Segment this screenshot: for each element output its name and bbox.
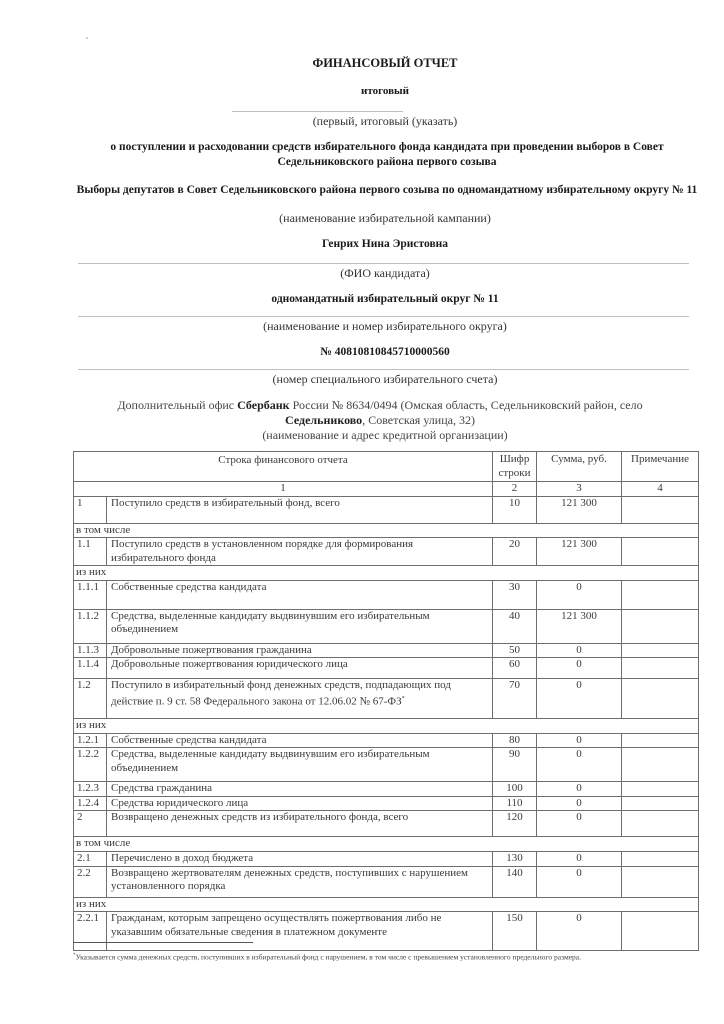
row-number: 1.1 [74,538,107,566]
table-row [74,658,699,679]
row-sum: 0 [537,580,622,609]
row-label-text: Поступило средств в установленном порядке для формирования избирательного фонда [111,538,414,564]
row-code: 110 [493,796,537,811]
row-label-text: Собственные средства кандидата [111,733,267,746]
account-underline [78,369,689,370]
row-label [107,658,493,679]
row-sum: 0 [537,748,622,782]
row-label-text: Средства юридического лица [111,796,249,809]
section-label: из них [74,566,699,581]
column-number-1: 1 [74,482,493,497]
row-label-text: Гражданам, которым запрещено осуществлять пожертвования либо не указавшим обязательные сведения в платежном документе [111,912,442,938]
row-note [622,733,699,748]
row-sum: 0 [537,782,622,797]
campaign-caption: (наименование избирательной кампании) [279,211,491,225]
row-sum: 0 [537,851,622,866]
row-code: 100 [493,782,537,797]
column-numbers-row [74,482,699,497]
district-caption: (наименование и номер избирательного округа) [263,319,507,333]
row-label-text: Добровольные пожертвования юридического лица [111,658,348,670]
row-label-text: Поступило в избирательный фонд денежных средств, подпадающих под действие п. 9 ст. 58 Федерального закона от 12.06.02 № 67-ФЗ [111,679,451,708]
row-number: 2.1 [74,851,107,866]
row-number: 1.2.4 [74,796,107,811]
row-label [107,643,493,658]
row-sum: 121 300 [537,538,622,566]
header-note: Примечание [622,452,699,482]
bank-address [110,398,650,428]
row-code: 60 [493,658,537,679]
bank-name: Сбербанк [237,398,290,412]
row-sum: 0 [537,733,622,748]
row-label [107,796,493,811]
row-sum: 0 [537,866,622,897]
section-row [74,523,699,538]
row-note [622,538,699,566]
table-row [74,851,699,866]
section-label: из них [74,897,699,912]
row-label-text: Средства гражданина [111,782,213,794]
section-row [74,566,699,581]
bank-village: Седельниково [285,413,363,427]
row-label [107,679,493,719]
bank-caption: (наименование и адрес кредитной организации) [262,428,508,442]
row-note [622,782,699,797]
section-row [74,837,699,852]
row-note [622,912,699,951]
row-code: 50 [493,643,537,658]
row-label-text: Перечислено в доход бюджета [111,851,254,864]
bank-address-middle: России № 8634/0494 (Омская область, Седельниковский район, село [289,398,643,412]
footnote-ref-marker: * [401,695,405,702]
header-code: Шифр строки [493,452,537,482]
row-number: 1.2 [74,679,107,719]
section-row [74,897,699,912]
table-header-row [74,452,699,482]
row-code: 150 [493,912,537,951]
row-sum: 121 300 [537,609,622,643]
table-row [74,866,699,897]
row-code: 10 [493,496,537,523]
row-code: 120 [493,811,537,837]
row-label [107,782,493,797]
row-label [107,580,493,609]
header-sum: Сумма, руб. [537,452,622,482]
row-note [622,580,699,609]
table-row [74,538,699,566]
row-code: 20 [493,538,537,566]
footnote-marker: * [73,953,76,958]
footnote [73,950,703,963]
row-code: 80 [493,733,537,748]
row-number: 1 [74,496,107,523]
campaign-name: Выборы депутатов в Совет Седельниковского района первого созыва по одномандатному избирательному округу № 11 [76,184,698,196]
row-label-text: Добровольные пожертвования гражданина [111,643,312,656]
row-label-text: Возвращено жертвователям денежных средств, поступивших с нарушением установленного порядка [111,866,468,892]
row-label [107,851,493,866]
row-label [107,538,493,566]
row-code: 30 [493,580,537,609]
row-note [622,496,699,523]
row-label [107,609,493,643]
report-type: итоговый [361,85,409,97]
row-code: 130 [493,851,537,866]
row-number: 1.1.2 [74,609,107,643]
table-row [74,496,699,523]
report-type-caption: (первый, итоговый (указать) [312,114,458,128]
table-row [74,609,699,643]
row-number: 2.2 [74,866,107,897]
row-label-text: Средства, выделенные кандидату выдвинувшим его избирательным объединением [111,748,430,774]
row-sum: 0 [537,796,622,811]
row-note [622,658,699,679]
row-sum: 0 [537,811,622,837]
row-code: 140 [493,866,537,897]
footnote-rule [73,942,253,943]
column-number-2: 2 [493,482,537,497]
row-label-text: Собственные средства кандидата [111,580,267,593]
table-row [74,796,699,811]
row-label [107,811,493,837]
candidate-name: Генрих Нина Эристовна [321,238,449,250]
row-note [622,643,699,658]
row-sum: 0 [537,658,622,679]
table-row [74,733,699,748]
row-label [107,733,493,748]
section-label: в том числе [74,837,699,852]
table-row [74,580,699,609]
account-number: № 40810810845710000560 [320,346,450,358]
bank-prefix: Дополнительный офис [117,398,238,412]
row-note [622,796,699,811]
row-label-text: Возвращено денежных средств из избирательного фонда, всего [111,811,409,823]
column-number-3: 3 [537,482,622,497]
row-label [107,866,493,897]
row-note [622,811,699,837]
district-underline [78,316,689,317]
candidate-underline [78,263,689,264]
row-code: 70 [493,679,537,719]
financial-report-table [73,451,699,951]
row-label [107,748,493,782]
row-note [622,609,699,643]
footnote-text: Указывается сумма денежных средств, поступивших в избирательный фонд с нарушением, в том числе с превышением установленного предельного размера. [75,952,581,962]
table-row [74,782,699,797]
table-row [74,912,699,951]
row-note [622,679,699,719]
row-code: 90 [493,748,537,782]
row-label [107,496,493,523]
bank-address-suffix: , Советская улица, 32) [362,413,475,427]
document-title: ФИНАНСОВЫЙ ОТЧЕТ [312,56,458,70]
row-code: 40 [493,609,537,643]
row-number: 1.2.2 [74,748,107,782]
row-number: 1.1.1 [74,580,107,609]
table-row [74,643,699,658]
row-number: 1.1.3 [74,643,107,658]
section-label: в том числе [74,523,699,538]
report-subject: о поступлении и расходовании средств избирательного фонда кандидата при проведении выборов в Совет Седельниковского района первого созыва [110,141,664,168]
row-note [622,851,699,866]
section-row [74,719,699,734]
row-sum: 0 [537,679,622,719]
row-label [107,912,493,951]
row-number: 1.1.4 [74,658,107,679]
row-number: 1.2.3 [74,782,107,797]
row-number: 1.2.1 [74,733,107,748]
row-note [622,866,699,897]
row-number: 2.2.1 [74,912,107,951]
candidate-caption: (ФИО кандидата) [340,266,430,280]
table-row [74,811,699,837]
row-sum: 0 [537,912,622,951]
report-type-underline [232,111,403,112]
row-note [622,748,699,782]
section-label: из них [74,719,699,734]
row-sum: 121 300 [537,496,622,523]
header-line: Строка финансового отчета [74,452,493,482]
account-caption: (номер специального избирательного счета) [272,372,498,386]
row-label-text: Поступило средств в избирательный фонд, всего [111,496,340,509]
scan-speck [86,37,88,39]
row-number: 2 [74,811,107,837]
table-row [74,748,699,782]
district-name: одномандатный избирательный округ № 11 [271,293,499,305]
row-sum: 0 [537,643,622,658]
row-label-text: Средства, выделенные кандидату выдвинувшим его избирательным объединением [111,609,430,635]
column-number-4: 4 [622,482,699,497]
table-row [74,679,699,719]
